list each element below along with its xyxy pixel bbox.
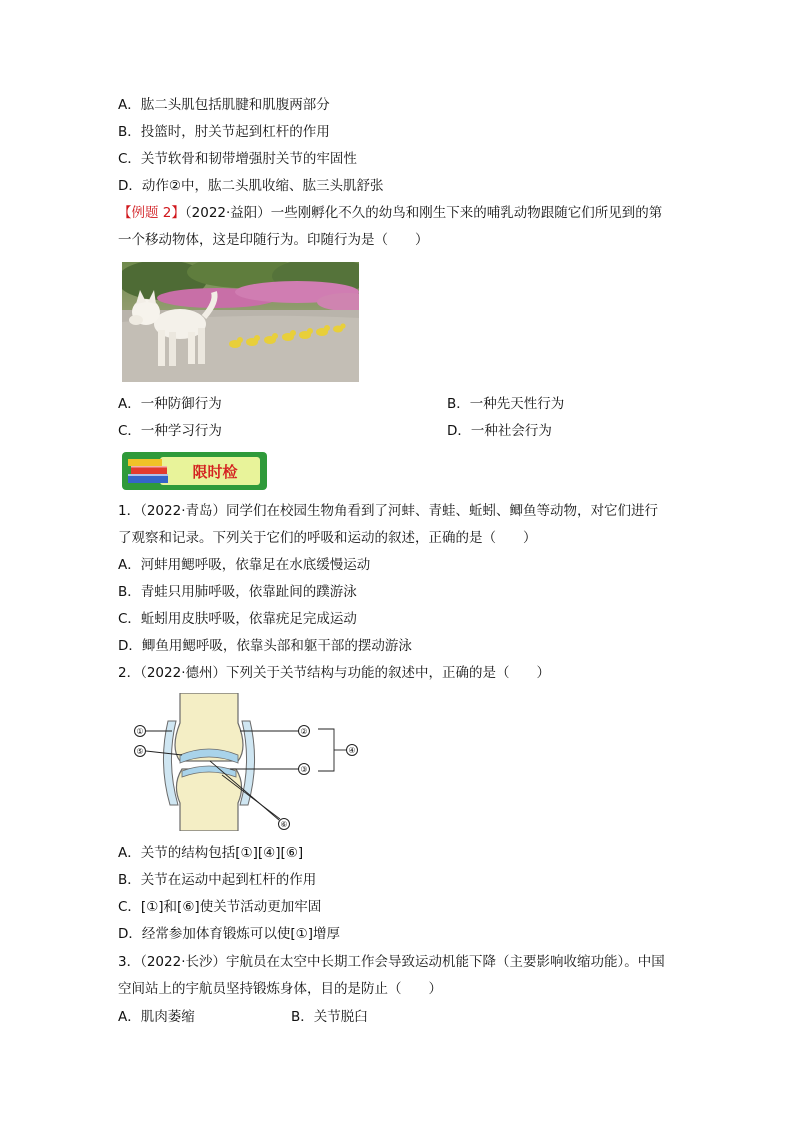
example2-option-c: C．一种学习行为: [118, 423, 222, 439]
prev-option-c: C．关节软骨和韧带增强肘关节的牢固性: [118, 151, 357, 167]
books-icon: [128, 459, 168, 483]
q1-option-a: A．河蚌用鳃呼吸，依靠足在水底缓慢运动: [118, 557, 371, 573]
q3-stem-line1: 3．（2022·长沙）宇航员在太空中长期工作会导致运动机能下降（主要影响收缩功能）。中国: [118, 954, 665, 970]
q1-option-d: D．鲫鱼用鳃呼吸，依靠头部和躯干部的摆动游泳: [118, 638, 412, 654]
q2-option-c: C．[①]和[⑥]使关节活动更加牢固: [118, 899, 322, 915]
example2-option-a: A．一种防御行为: [118, 396, 222, 412]
section-badge-label: 限时检: [192, 463, 238, 481]
q2-stem: 2．（2022·德州）下列关于关节结构与功能的叙述中，正确的是（ ）: [118, 665, 550, 681]
q2-option-b: B．关节在运动中起到杠杆的作用: [118, 872, 317, 888]
example2-stem-text: （2022·益阳）一些刚孵化不久的幼鸟和刚生下来的哺乳动物跟随它们所见到的第: [184, 205, 663, 221]
q3-option-b: B．关节脱臼: [291, 1009, 368, 1025]
q1-stem-line2: 了观察和记录。下列关于它们的呼吸和运动的叙述，正确的是（ ）: [118, 530, 537, 546]
label-6: ⑥: [280, 820, 288, 829]
q3-stem-line2: 空间站上的宇航员坚持锻炼身体，目的是防止（ ）: [118, 981, 442, 997]
section-badge: [122, 452, 267, 490]
example2-stem-line2: 一个移动物体，这是印随行为。印随行为是（ ）: [118, 232, 429, 248]
example2-tag: 【例题 2】: [118, 205, 185, 221]
joint-diagram: [130, 693, 370, 831]
example2-option-b: B．一种先天性行为: [447, 396, 565, 412]
prev-option-a: A．肱二头肌包括肌腱和肌腹两部分: [118, 97, 330, 113]
example2-option-d: D．一种社会行为: [447, 423, 552, 439]
q2-option-d: D．经常参加体育锻炼可以使[①]增厚: [118, 926, 341, 942]
prev-option-d: D．动作②中，肱二头肌收缩、肱三头肌舒张: [118, 178, 384, 194]
label-5: ⑤: [136, 747, 144, 756]
imprinting-photo: [122, 262, 359, 382]
q1-stem-line1: 1．（2022·青岛）同学们在校园生物角看到了河蚌、青蛙、蚯蚓、鲫鱼等动物，对它们进行: [118, 503, 658, 519]
prev-option-b: B．投篮时，肘关节起到杠杆的作用: [118, 124, 330, 140]
label-4: ④: [348, 746, 356, 755]
label-3: ③: [300, 765, 308, 774]
q3-option-a: A．肌肉萎缩: [118, 1009, 195, 1025]
label-1: ①: [136, 727, 144, 736]
q1-option-c: C．蚯蚓用皮肤呼吸，依靠疣足完成运动: [118, 611, 357, 627]
q1-option-b: B．青蛙只用肺呼吸，依靠趾间的蹼游泳: [118, 584, 357, 600]
q2-option-a: A．关节的结构包括[①][④][⑥]: [118, 845, 304, 861]
label-2: ②: [300, 727, 308, 736]
example2-stem-line1: [118, 204, 662, 222]
